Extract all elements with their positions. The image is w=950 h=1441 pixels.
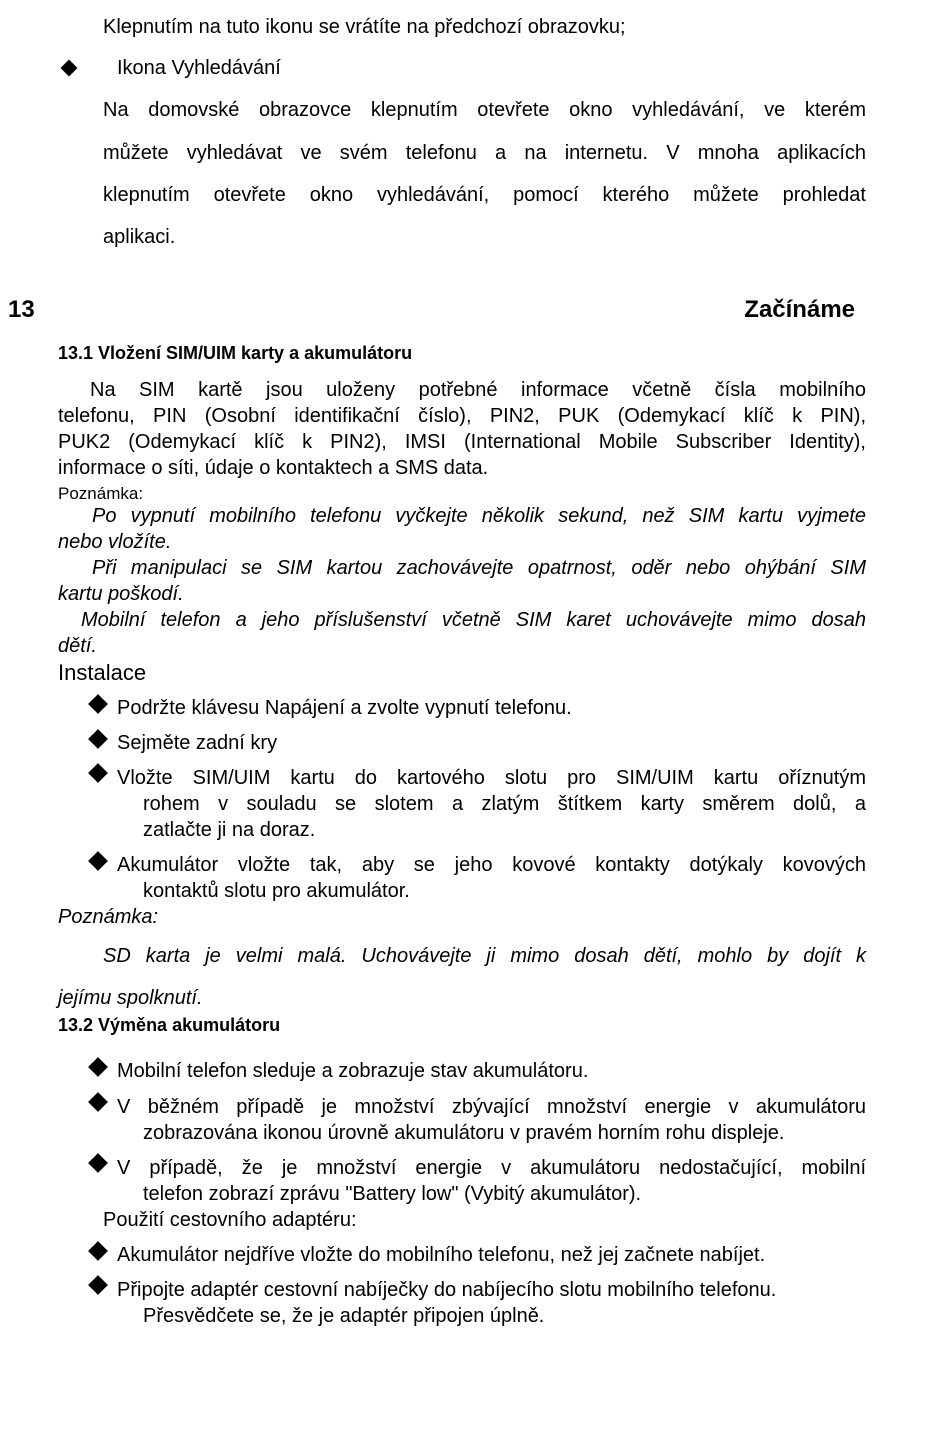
list-item: Podržte klávesu Napájení a zvolte vypnutí telefonu.	[117, 697, 572, 719]
paragraph-line: Na SIM kartě jsou uloženy potřebné informace včetně čísla mobilního	[90, 379, 866, 401]
paragraph-line: PUK2 (Odemykací klíč k PIN2), IMSI (International Mobile Subscriber Identity),	[58, 431, 866, 453]
note-line: kartu poškodí.	[58, 583, 184, 605]
adapter-label: Použití cestovního adaptéru:	[103, 1209, 357, 1231]
note-label: Poznámka:	[58, 906, 159, 928]
note-label: Poznámka:	[58, 484, 144, 503]
chapter-title: Začínáme	[744, 296, 855, 323]
paragraph-line: telefonu, PIN (Osobní identifikační číslo), PIN2, PUK (Odemykací klíč k PIN),	[58, 405, 866, 427]
paragraph-line: můžete vyhledávat ve svém telefonu a na internetu. V mnoha aplikacích	[103, 142, 866, 164]
search-icon-heading: Ikona Vyhledávání	[117, 57, 281, 79]
list-item: Sejměte zadní kry	[117, 732, 278, 754]
bullet-diamond-icon	[88, 1153, 108, 1173]
list-item: Akumulátor nejdříve vložte do mobilního telefonu, než jej začnete nabíjet.	[117, 1244, 766, 1266]
bullet-diamond-icon	[88, 729, 108, 749]
section-heading: 13.1 Vložení SIM/UIM karty a akumulátoru	[58, 343, 413, 363]
list-item-continuation: telefon zobrazí zprávu "Battery low" (Vybitý akumulátor).	[143, 1183, 642, 1205]
install-label: Instalace	[58, 660, 147, 685]
list-item: Vložte SIM/UIM kartu do kartového slotu pro SIM/UIM kartu oříznutým	[117, 767, 866, 789]
note-line: nebo vložíte.	[58, 531, 172, 553]
paragraph-line: klepnutím otevřete okno vyhledávání, pomocí kterého můžete prohledat	[103, 184, 866, 206]
bullet-diamond-icon	[61, 60, 78, 77]
list-item-continuation: Přesvědčete se, že je adaptér připojen úplně.	[143, 1305, 545, 1327]
list-item: V běžném případě je množství zbývající množství energie v akumulátoru	[117, 1096, 866, 1118]
note-line: SD karta je velmi malá. Uchovávejte ji mimo dosah dětí, mohlo by dojít k	[103, 945, 866, 967]
chapter-number: 13	[8, 296, 35, 323]
note-line: Mobilní telefon a jeho příslušenství včetně SIM karet uchovávejte mimo dosah	[81, 609, 866, 631]
paragraph-line: Na domovské obrazovce klepnutím otevřete okno vyhledávání, ve kterém	[103, 99, 866, 121]
list-item-continuation: rohem v souladu se slotem a zlatým štítkem karty směrem dolů, a	[143, 793, 866, 815]
note-line: Po vypnutí mobilního telefonu vyčkejte několik sekund, než SIM kartu vyjmete	[92, 505, 866, 527]
list-item: Připojte adaptér cestovní nabíječky do nabíjecího slotu mobilního telefonu.	[117, 1279, 777, 1301]
bullet-diamond-icon	[88, 1241, 108, 1261]
bullet-diamond-icon	[88, 763, 108, 783]
bullet-diamond-icon	[88, 1275, 108, 1295]
bullet-diamond-icon	[88, 851, 108, 871]
note-line: dětí.	[58, 635, 97, 657]
note-line: jejímu spolknutí.	[58, 987, 203, 1009]
list-item-continuation: zobrazována ikonou úrovně akumulátoru v pravém horním rohu displeje.	[143, 1122, 785, 1144]
bullet-diamond-icon	[88, 1057, 108, 1077]
list-item: Akumulátor vložte tak, aby se jeho kovové kontakty dotýkaly kovových	[117, 854, 866, 876]
list-item: Mobilní telefon sleduje a zobrazuje stav akumulátoru.	[117, 1060, 589, 1082]
section-heading: 13.2 Výměna akumulátoru	[58, 1015, 281, 1035]
list-item-continuation: zatlačte ji na doraz.	[143, 819, 316, 841]
note-line: Při manipulaci se SIM kartou zachovávejte opatrnost, oděr nebo ohýbání SIM	[92, 557, 866, 579]
bullet-diamond-icon	[88, 694, 108, 714]
list-item: V případě, že je množství energie v akumulátoru nedostačující, mobilní	[117, 1157, 866, 1179]
paragraph-line: informace o síti, údaje o kontaktech a SMS data.	[58, 457, 489, 479]
bullet-diamond-icon	[88, 1092, 108, 1112]
list-item-continuation: kontaktů slotu pro akumulátor.	[143, 880, 410, 902]
back-icon-description: Klepnutím na tuto ikonu se vrátíte na předchozí obrazovku;	[103, 16, 626, 38]
paragraph-line: aplikaci.	[103, 226, 176, 248]
